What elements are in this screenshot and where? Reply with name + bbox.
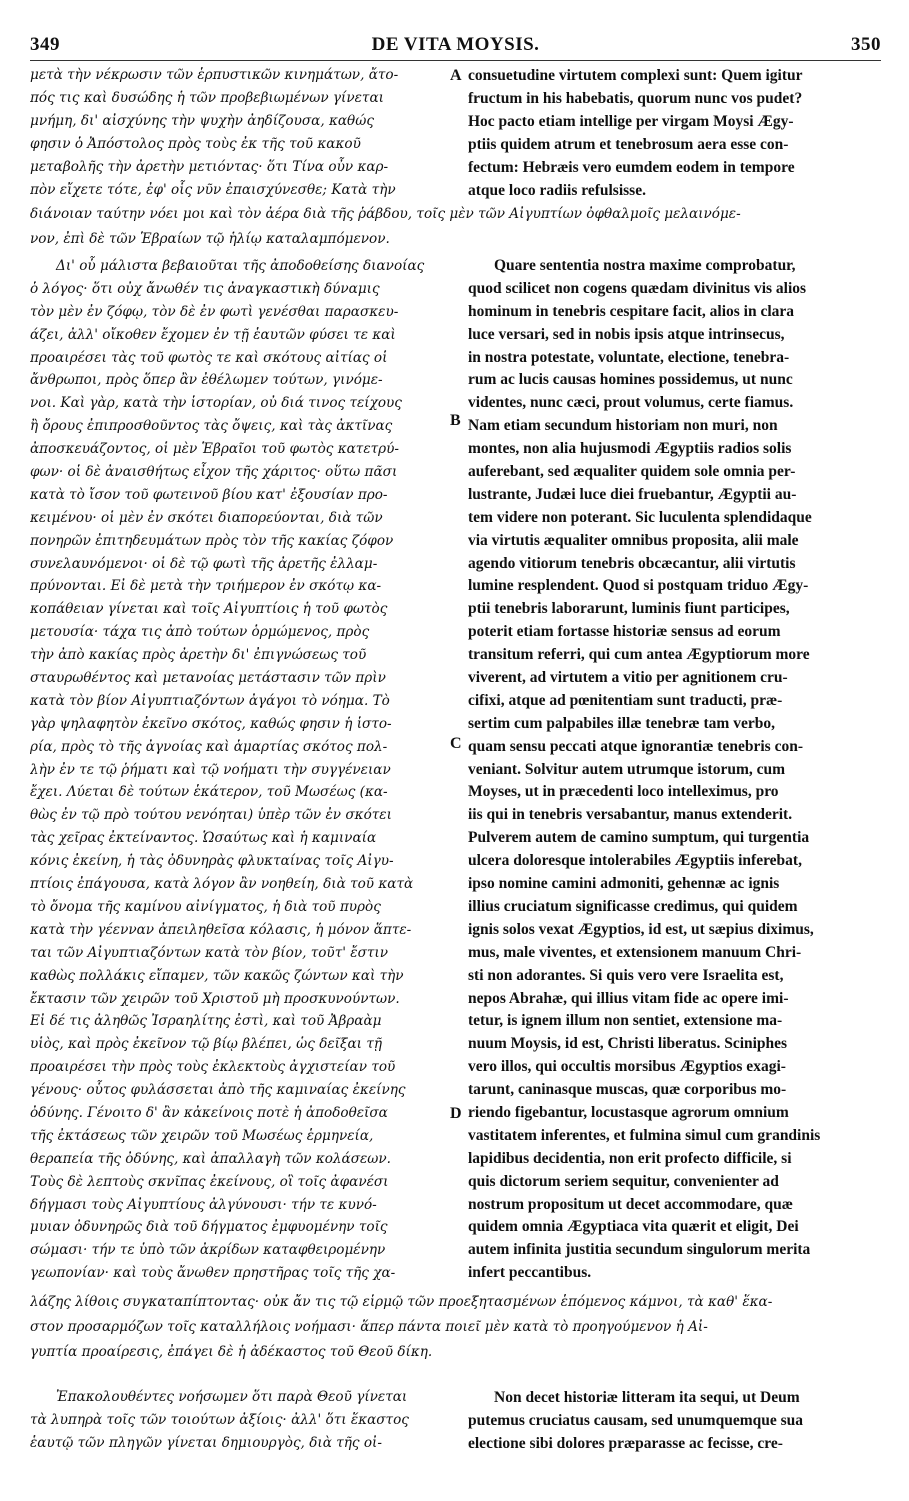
latin-column-bottom xyxy=(468,1386,873,1455)
greek-fullwidth-1 xyxy=(30,202,878,252)
g2-line: Εἰ δέ τις ἀληθῶς Ἰσραηλίτης ἐστὶ, καὶ τοῦ Ἀβραὰμ xyxy=(30,1013,382,1030)
l2-line: nostrum propositum ut decet accommodare, quæ xyxy=(468,1195,793,1213)
g1-line: μετὰ τὴν νέκρωσιν τῶν ἑρπυστικῶν κινημάτων, ἄτο- xyxy=(30,67,399,83)
g2-line: γένους· οὗτος φυλάσσεται ἀπὸ τῆς καμιναίας ἐκείνης xyxy=(30,1082,406,1099)
l1-line: ptiis quidem atrum et tenebrosum aera esse con- xyxy=(468,136,789,153)
g2-line: ται τῶν Αἰγυπτιαζόντων κατὰ τὸν βίον, τοῦτ' ἔστιν xyxy=(30,944,388,961)
l2-line: hominum in tenebris cespitare facit, alios in clara xyxy=(468,302,795,320)
g2-line: μυιαν ὀδυνηρῶς διὰ τοῦ δήγματος ἐμφυομένην τοῖς xyxy=(30,1219,388,1236)
l2-line: lustrante, Judæi luce diei fruebantur, Ægyptii au- xyxy=(468,485,797,503)
l2-line: auferebant, sed æqualiter quidem sole omnia per- xyxy=(468,463,796,481)
l2-line: ulcera doloresque intolerabiles Ægyptiis inferebat, xyxy=(468,852,802,870)
l2-line: quam sensu peccati atque ignorantiæ tenebris con- xyxy=(468,737,803,755)
l2-line: agendo vitiorum tenebris obcæcantur, alii virtutis xyxy=(468,554,796,572)
margin-mark-d: D xyxy=(450,1105,462,1122)
g2-line: σώμασι· τήν τε ὑπὸ τῶν ἀκρίδων καταφθειρομένην xyxy=(30,1242,386,1259)
f1-line: διάνοιαν ταύτην νόει μοι καὶ τὸν ἀέρα διὰ τῆς ῥάβδου, τοῖς μὲν τῶν Αἰγυπτίων ὀφθαλμοῖς μελαινόμε- xyxy=(30,206,741,222)
f2-line: γυπτία προαίρεσις, ἐπάγει δὲ ἡ ἀδέκαστος τοῦ Θεοῦ δίκη. xyxy=(30,1344,433,1360)
l3-line: putemus cruciatus causam, sed unumquemque sua xyxy=(468,1412,804,1429)
l1-line: fectum: Hebræis vero eumdem eodem in tempore xyxy=(468,159,795,176)
g2-line: τὰς χεῖρας ἐκτείναντος. Ὡσαύτως καὶ ἡ καμιναία xyxy=(30,830,377,847)
g2-line: νοι. Καὶ γὰρ, κατὰ τὴν ἱστορίαν, οὐ διά τινος τείχους xyxy=(30,395,402,412)
page-number-left: 349 xyxy=(30,34,60,55)
l2-line: cifixi, atque ad pœnitentiam sunt traducti, præ- xyxy=(468,691,783,709)
g2-line: τῆς ἐκτάσεως τῶν χειρῶν τοῦ Μωσέως ἑρμηνεία, xyxy=(30,1127,374,1144)
g2-line: σταυρωθέντος καὶ μετανοίας μετάστασιν τῶν πρὶν xyxy=(30,670,386,687)
g2-line: κόνις ἐκείνη, ἡ τὰς ὀδυνηρὰς φλυκταίνας τοῖς Αἰγυ- xyxy=(30,853,394,870)
l2-line: quidem omnia Ægyptiaca vita quærit et eligit, Dei xyxy=(468,1218,799,1236)
g1-line: φησιν ὁ Ἀπόστολος πρὸς τοὺς ἐκ τῆς τοῦ κακοῦ xyxy=(30,136,361,152)
latin-column-top xyxy=(468,64,873,202)
g3-line: ἑαυτῷ τῶν πληγῶν γίνεται δημιουργὸς, διὰ τῆς οἰ- xyxy=(30,1435,382,1451)
l2-line: nuum Moysis, id est, Christi liberatus. Sciniphes xyxy=(468,1035,788,1053)
l3-line: electione sibi dolores præparasse ac fecisse, cre- xyxy=(468,1435,783,1452)
g2-line: ἄνθρωποι, πρὸς ὅπερ ἂν ἐθέλωμεν τούτων, γινόμε- xyxy=(30,372,383,389)
l2-line: lumine resplendent. Quod si postquam triduo Ægy- xyxy=(468,577,809,595)
l2-line: riendo figebantur, locustasque agrorum omnium xyxy=(468,1103,789,1121)
l2-line: vastitatem inferentes, et fulmina simul cum grandinis xyxy=(468,1126,821,1144)
g2-line: λὴν ἐν τε τῷ ῥήματι καὶ τῷ νοήματι τὴν συγγένειαν xyxy=(30,761,391,778)
l2-line: ipso nomine camini admoniti, gehennæ ac ignis xyxy=(468,875,780,893)
g2-line: ἢ ὄρους ἐπιπροσθοῦντος τὰς ὄψεις, καὶ τὰς ἀκτῖνας xyxy=(30,418,393,435)
l1-line: Hoc pacto etiam intellige per virgam Moysi Ægy- xyxy=(468,113,794,130)
l1-line: atque loco radiis refulsisse. xyxy=(468,182,646,199)
l2-line: quis dictorum seriem sequitur, convenienter ad xyxy=(468,1172,779,1190)
l2-line: tem videre non poterant. Sic luculenta splendidaque xyxy=(468,508,812,526)
l2-line: in nostra potestate, voluntate, electione, tenebra- xyxy=(468,348,790,366)
l2-line: ignis solos vexat Ægyptios, id est, ut sæpius diximus, xyxy=(468,920,814,938)
l2-line: iis qui in tenebris versabantur, manus extenderit. xyxy=(468,806,793,824)
l2-line: via virtutis æqualiter omnibus proposita, alii male xyxy=(468,531,799,549)
g2-line: φων· οἱ δὲ ἀναισθήτως εἶχον τῆς χάριτος· οὕτω πᾶσι xyxy=(30,464,398,481)
l2-line: luce versari, sed in nobis ipsis atque intrinsecus, xyxy=(468,325,785,343)
g2-line: Δι' οὗ μάλιστα βεβαιοῦται τῆς ἀποδοθείσης διανοίας xyxy=(56,258,425,274)
g2-line: Τοὺς δὲ λεπτοὺς σκνῖπας ἐκείνους, οἳ τοῖς ἀφανέσι xyxy=(30,1173,389,1190)
g2-line: πρύνονται. Εἰ δὲ μετὰ τὴν τριήμερον ἐν σκότῳ κα- xyxy=(30,578,382,595)
g2-line: πονηρῶν ἐπιτηδευμάτων πρὸς τὸν τῆς κακίας ζόφον xyxy=(30,532,394,549)
margin-mark-c: C xyxy=(450,735,462,752)
page-number-right: 350 xyxy=(851,34,881,55)
l2-line: illius cruciatum significasse credimus, qui quidem xyxy=(468,897,798,915)
l2-line: nepos Abrahæ, qui illius vitam fide ac opere imi- xyxy=(468,989,789,1007)
g1-line: μεταβολῆς τὴν ἀρετὴν μετιόντας· ὅτι Τίνα οὖν καρ- xyxy=(30,159,389,175)
g2-line: ἔχει. Λύεται δὲ τούτων ἑκάτερον, τοῦ Μωσέως (κα- xyxy=(30,784,388,801)
margin-mark-a: A xyxy=(450,67,462,84)
l2-line: Pulverem autem de camino sumptum, qui turgentia xyxy=(468,829,810,847)
l2-line: infert peccantibus. xyxy=(468,1264,592,1282)
f2-line: λάζης λίθοις συγκαταπίπτοντας· οὐκ ἄν τις τῷ εἱρμῷ τῶν προεξητασμένων ἑπόμενος κάμνοι, τὰ καθ' ἕκα- xyxy=(30,1294,773,1310)
g2-line: άζει, ἀλλ' οἴκοθεν ἔχομεν ἐν τῇ ἑαυτῶν φύσει τε καὶ xyxy=(30,326,396,343)
g2-line: προαιρέσει τὴν πρὸς τοὺς ἐκλεκτοὺς ἀγχιστείαν τοῦ xyxy=(30,1059,396,1076)
g2-line: ἀποσκευάζοντος, οἱ μὲν Ἑβραῖοι τοῦ φωτὸς κατετρύ- xyxy=(30,441,399,458)
l2-line: autem infinita justitia secundum singulorum merita xyxy=(468,1241,811,1259)
l3-line: Non decet historiæ litteram ita sequi, ut Deum xyxy=(494,1389,800,1406)
header-rule xyxy=(30,60,881,61)
l2-line: sertim cum palpabiles illæ tenebræ tam verbo, xyxy=(468,714,775,732)
g2-line: μετουσία· τάχα τις ἀπὸ τούτων ὁρμώμενος, πρὸς xyxy=(30,624,370,641)
g2-line: ὀδύνης. Γένοιτο δ' ἂν κἀκείνοις ποτὲ ἡ ἀποδοθεῖσα xyxy=(30,1104,388,1121)
g2-line: κατὰ τὸν βίον Αἰγυπτιαζόντων ἀγάγοι τὸ νόημα. Τὸ xyxy=(30,692,390,709)
g3-line: τὰ λυπηρὰ τοῖς τῶν τοιούτων ἀξίοις· ἀλλ' ὅτι ἕκαστος xyxy=(30,1412,409,1428)
g3-line: Ἐπακολουθέντες νοήσωμεν ὅτι παρὰ Θεοῦ γίνεται xyxy=(56,1389,408,1405)
g2-line: συνελαυνόμενοι· οἱ δὲ τῷ φωτὶ τῆς ἀρετῆς ἐλλαμ- xyxy=(30,555,378,572)
f2-line: στον προσαρμόζων τοῖς καταλλήλοις νοήμασι· ἅπερ πάντα ποιεῖ μὲν κατὰ τὸ προηγούμενον ἡ Αἰ- xyxy=(30,1319,708,1335)
g2-line: υἱὸς, καὶ πρὸς ἐκεῖνον τῷ βίῳ βλέπει, ὡς δεῖξαι τῇ xyxy=(30,1036,382,1053)
l2-line: tarunt, caninasque muscas, quæ corporibus mo- xyxy=(468,1081,787,1099)
l2-line: tetur, is ignem illum non sentiet, extensione ma- xyxy=(468,1012,783,1030)
g2-line: κοπάθειαν γίνεται καὶ τοῖς Αἰγυπτίοις ἡ τοῦ φωτὸς xyxy=(30,601,388,618)
greek-fullwidth-2 xyxy=(30,1290,878,1365)
latin-column-main xyxy=(468,255,873,1285)
l2-line: Nam etiam secundum historiam non muri, non xyxy=(468,417,778,435)
g2-line: τὴν ἀπὸ κακίας πρὸς ἀρετὴν δι' ἐπιγνώσεως τοῦ xyxy=(30,647,367,664)
greek-column-top xyxy=(30,64,462,202)
l2-line: sti non adorantes. Si quis vero vere Israelita est, xyxy=(468,966,784,984)
g1-line: μνήμη, δι' αἰσχύνης τὴν ψυχὴν ἀηδίζουσα, καθώς xyxy=(30,113,374,129)
l2-line: mus, male viventes, et extensionem manuum Chri- xyxy=(468,943,802,961)
greek-column-main xyxy=(30,255,462,1285)
l1-line: fructum in his habebatis, quorum nunc vos pudet? xyxy=(468,90,803,107)
l2-line: viverent, ad virtutem a vitio per agnitionem cru- xyxy=(468,669,788,687)
g2-line: θεραπεία τῆς ὀδύνης, καὶ ἀπαλλαγὴ τῶν κολάσεων. xyxy=(30,1150,391,1167)
g2-line: προαιρέσει τὰς τοῦ φωτὸς τε καὶ σκότους αἰτίας οἱ xyxy=(30,349,388,366)
margin-mark-b: B xyxy=(450,412,461,429)
l2-line: veniant. Solvitur autem utrumque istorum, cum xyxy=(468,760,786,778)
g2-line: τὸν μὲν ἐν ζόφῳ, τὸν δὲ ἐν φωτὶ γενέσθαι παρασκευ- xyxy=(30,303,399,320)
g2-line: πτίοις ἐπάγουσα, κατὰ λόγον ἂν νοηθείη, διὰ τοῦ κατὰ xyxy=(30,876,414,893)
l2-line: poterit etiam fortasse historiæ sensus ad eorum xyxy=(468,623,781,641)
l2-line: lapidibus decidentia, non erit profecto difficile, si xyxy=(468,1149,792,1167)
g2-line: γεωπονίαν· καὶ τοὺς ἄνωθεν πρηστῆρας τοῖς τῆς χα- xyxy=(30,1265,396,1282)
g2-line: τὸ ὄνομα τῆς καμίνου αἰνίγματος, ἡ διὰ τοῦ πυρὸς xyxy=(30,898,381,915)
running-title: DE VITA MOYSIS. xyxy=(371,34,540,55)
l2-line: rum ac lucis causas homines possidemus, ut nunc xyxy=(468,371,793,389)
l2-line: ptii tenebris laborarunt, luminis fiunt participes, xyxy=(468,600,790,618)
g2-line: κατὰ τὸ ἴσον τοῦ φωτεινοῦ βίου κατ' ἐξουσίαν προ- xyxy=(30,486,388,503)
g2-line: θὼς ἐν τῷ πρὸ τούτου νενόηται) ὑπὲρ τῶν ἐν σκότει xyxy=(30,807,392,824)
f1-line: νον, ἐπὶ δὲ τῶν Ἑβραίων τῷ ἡλίῳ καταλαμπόμενον. xyxy=(30,231,390,247)
l1-line: consuetudine virtutem complexi sunt: Quem igitur xyxy=(468,67,803,84)
g2-line: ἔκτασιν τῶν χειρῶν τοῦ Χριστοῦ μὴ προσκυνούντων. xyxy=(30,990,400,1007)
l2-line: videntes, nunc cæci, prout volumus, certe fiamus. xyxy=(468,394,794,412)
greek-column-bottom xyxy=(30,1386,462,1455)
g2-line: ρία, πρὸς τὸ τῆς ἀγνοίας καὶ ἁμαρτίας σκότος πολ- xyxy=(30,738,388,755)
l2-line: Moyses, ut in præcedenti loco intelleximus, pro xyxy=(468,783,779,801)
l2-line: vero illos, qui occultis morsibus Ægyptios exagi- xyxy=(468,1058,786,1076)
g2-line: κατὰ τὴν γέενναν ἀπειληθεῖσα κόλασις, ἡ μόνον ἅπτε- xyxy=(30,921,412,938)
g2-line: ὁ λόγος· ὅτι οὐχ ἄνωθέν τις ἀναγκαστικὴ δύναμις xyxy=(30,280,380,297)
l2-line: transitum referri, qui cum antea Ægyptiorum more xyxy=(468,646,810,664)
g2-line: γὰρ ψηλαφητὸν ἐκεῖνο σκότος, καθώς φησιν ἡ ἱστο- xyxy=(30,715,392,732)
g1-line: πὸν εἴχετε τότε, ἐφ' οἷς νῦν ἐπαισχύνεσθε; Κατὰ τὴν xyxy=(30,182,396,198)
l2-line: montes, non alia hujusmodi Ægyptiis radios solis xyxy=(468,440,792,458)
l2-line: Quare sententia nostra maxime comprobatur, xyxy=(494,257,796,274)
l2-line: quod scilicet non cogens quædam divinitus vis alios xyxy=(468,279,807,297)
g2-line: καθὼς πολλάκις εἴπαμεν, τῶν κακῶς ζώντων καὶ τὴν xyxy=(30,967,404,984)
g2-line: κειμένου· οἱ μὲν ἐν σκότει διαπορεύονται, διὰ τῶν xyxy=(30,509,383,526)
g2-line: δήγμασι τοὺς Αἰγυπτίους ἀλγύνουσι· τήν τε κυνό- xyxy=(30,1196,377,1213)
g1-line: πός τις καὶ δυσώδης ἡ τῶν προβεβιωμένων γίνεται xyxy=(30,90,384,106)
